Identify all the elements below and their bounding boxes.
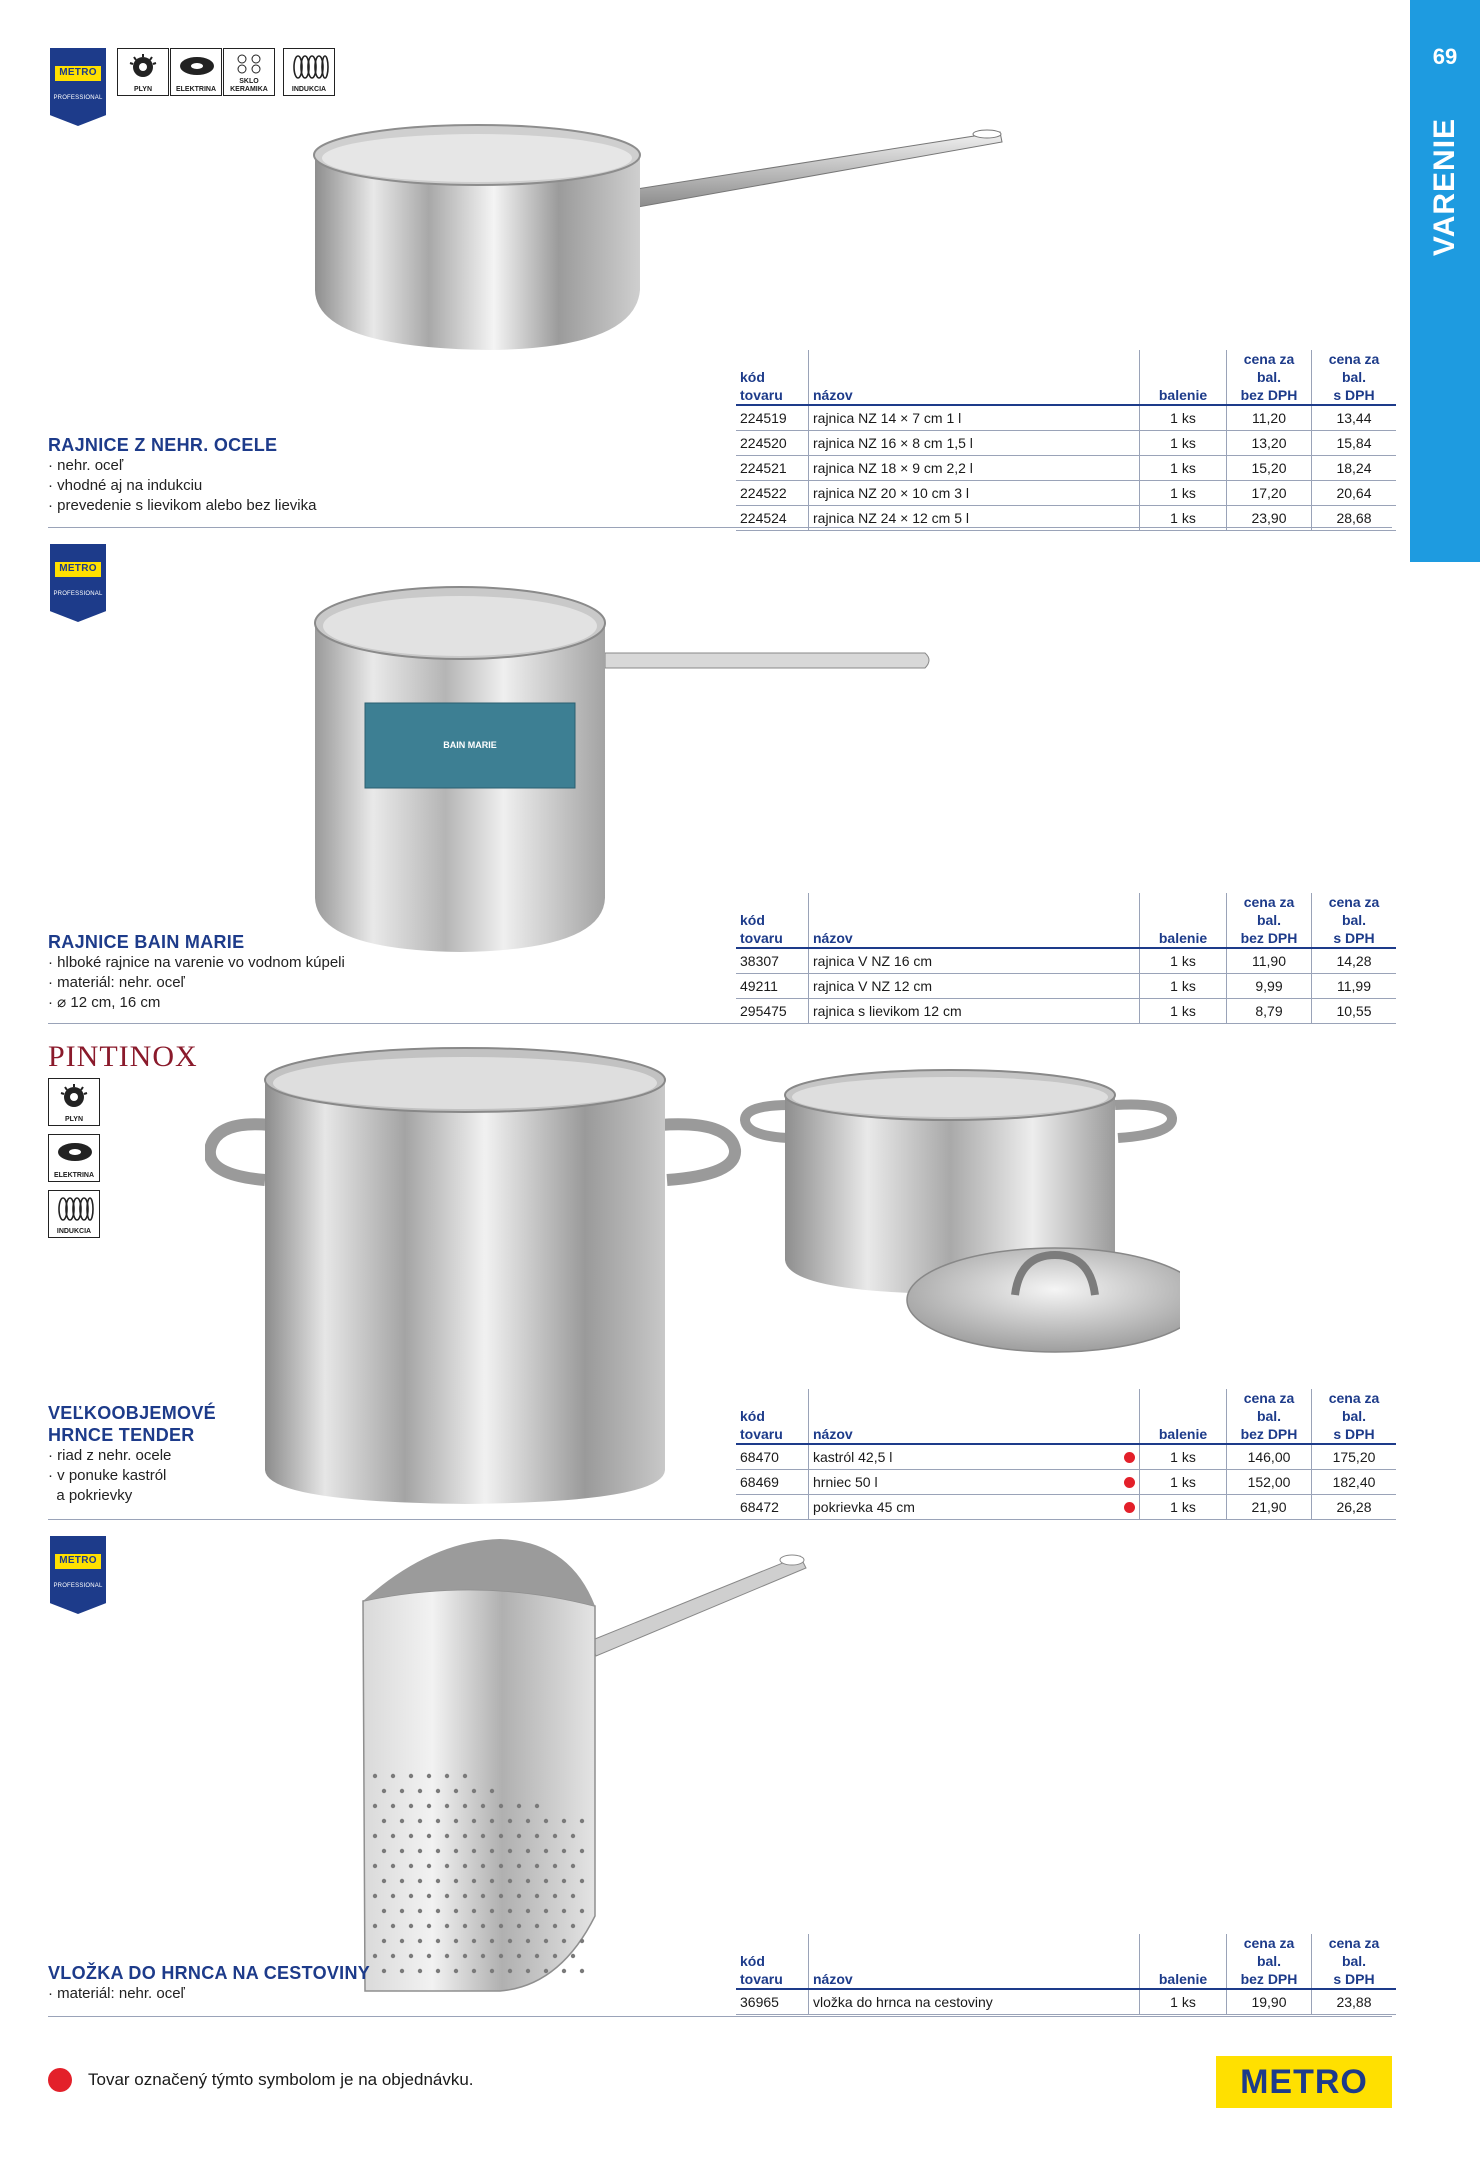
feature-bullet: · hlboké rajnice na varenie vo vodnom kúpeli (48, 954, 345, 971)
glass-ceramic-cooktop-icon: SKLO KERAMIKA (223, 48, 275, 96)
feature-bullet: · v ponuke kastról (48, 1467, 167, 1484)
casserole-with-lid-image (740, 1060, 1180, 1370)
feature-bullet: · nehr. oceľ (48, 457, 124, 474)
feature-bullet: a pokrievky (48, 1487, 133, 1504)
table-row: 224519 rajnica NZ 14 × 7 cm 1 l 1 ks 11,20 13,44 (736, 405, 1396, 431)
price-table-2: kód tovaru názov balenie cena za bal. bez DPH cena za bal. s DPH 38307 rajnica V NZ 16 cm 1 ks 11,90 14,28 49211 rajnica V NZ 12 cm 1 ks 9,99 11,99 295475 rajnica s lievikom 12 cm 1 ks 8,79 10,55 (736, 893, 1396, 1024)
table-row: 36965 vložka do hrnca na cestoviny 1 ks 19,90 23,88 (736, 1989, 1396, 2015)
gas-cooktop-icon: PLYN (48, 1078, 100, 1126)
feature-bullet: · ⌀ 12 cm, 16 cm (48, 994, 161, 1011)
feature-bullet: · vhodné aj na indukciu (48, 477, 203, 494)
electric-cooktop-icon: ELEKTRINA (48, 1134, 100, 1182)
feature-bullet: · materiál: nehr. oceľ (48, 1985, 185, 2002)
metro-professional-badge: METRO PROFESSIONAL (50, 1536, 106, 1614)
price-table-3: kód tovaru názov balenie cena za bal. bez DPH cena za bal. s DPH 68470 kastról 42,5 l 1 ks 146,00 175,20 68469 hrniec 50 l 1 ks 152,00 182,40 68472 pokrievka 45 cm 1 ks 21,90 26,28 (736, 1389, 1396, 1520)
table-row: 38307 rajnica V NZ 16 cm 1 ks 11,90 14,28 (736, 948, 1396, 974)
order-only-dot-icon (1124, 1502, 1135, 1513)
table-row: 224521 rajnica NZ 18 × 9 cm 2,2 l 1 ks 15,20 18,24 (736, 456, 1396, 481)
table-row: 224520 rajnica NZ 16 × 8 cm 1,5 l 1 ks 13,20 15,84 (736, 431, 1396, 456)
product-title: VEĽKOOBJEMOVÉ (48, 1403, 216, 1423)
feature-bullet: · materiál: nehr. oceľ (48, 974, 185, 991)
product-title: RAJNICE Z NEHR. OCELE (48, 435, 278, 455)
pot-label-text: BAIN MARIE (443, 740, 497, 750)
feature-bullet: · riad z nehr. ocele (48, 1447, 172, 1464)
section-divider (48, 527, 1392, 528)
section-1-heading (48, 434, 316, 516)
price-table-1: kód tovaru názov balenie cena za bal. bez DPH cena za bal. s DPH 224519 rajnica NZ 14 × 7 cm 1 l 1 ks 11,20 13,44 224520 rajnica NZ 16 × 8 cm 1,5 l 1 ks 13,20 15,84 224521 rajnica NZ 18 × 9 cm 2,2 l 1 ks 15,20 18,24 224522 rajnica NZ 20 × 10 cm 3 l 1 ks 17,20 20,64 224524 rajnica NZ 24 × 12 cm 5 l 1 ks 23,90 28,68 (736, 350, 1396, 531)
page-number: 69 (1432, 44, 1458, 69)
pasta-insert-image (360, 1536, 820, 1996)
saucepan-image (300, 110, 1020, 360)
table-row: 68469 hrniec 50 l 1 ks 152,00 182,40 (736, 1470, 1396, 1495)
section-label: VARENIE (1428, 117, 1461, 257)
section-4-heading (48, 1962, 370, 2004)
product-title: RAJNICE BAIN MARIE (48, 932, 245, 952)
section-side-tab (1410, 0, 1480, 562)
table-row: 49211 rajnica V NZ 12 cm 1 ks 9,99 11,99 (736, 974, 1396, 999)
product-title: HRNCE TENDER (48, 1425, 195, 1445)
section-3-heading (48, 1402, 216, 1506)
section-2-heading (48, 931, 345, 1013)
electric-cooktop-icon: ELEKTRINA (170, 48, 222, 96)
section-divider (48, 1023, 1392, 1024)
price-table-4: kód tovaru názov balenie cena za bal. bez DPH cena za bal. s DPH 36965 vložka do hrnca na cestoviny 1 ks 19,90 23,88 (736, 1934, 1396, 2015)
metro-logo-text: METRO (1240, 2063, 1368, 2101)
table-row: 68470 kastról 42,5 l 1 ks 146,00 175,20 (736, 1444, 1396, 1470)
order-only-dot-icon (1124, 1452, 1135, 1463)
table-row: 68472 pokrievka 45 cm 1 ks 21,90 26,28 (736, 1495, 1396, 1520)
table-row: 224522 rajnica NZ 20 × 10 cm 3 l 1 ks 17,20 20,64 (736, 481, 1396, 506)
table-row: 224524 rajnica NZ 24 × 12 cm 5 l 1 ks 23,90 28,68 (736, 506, 1396, 531)
induction-cooktop-icon: INDUKCIA (283, 48, 335, 96)
table-row: 295475 rajnica s lievikom 12 cm 1 ks 8,79 10,55 (736, 999, 1396, 1024)
gas-cooktop-icon: PLYN (117, 48, 169, 96)
feature-bullet: · prevedenie s lievikom alebo bez lievika (48, 497, 317, 514)
section-divider (48, 2016, 1392, 2017)
footer-note: Tovar označený týmto symbolom je na objednávku. (88, 2070, 474, 2089)
pintinox-logo: PINTINOX (48, 1040, 198, 1073)
order-only-dot-icon (1124, 1477, 1135, 1488)
metro-professional-badge: METRO PROFESSIONAL (50, 48, 106, 126)
section-divider (48, 1519, 1392, 1520)
product-title: VLOŽKA DO HRNCA NA CESTOVINY (48, 1963, 371, 1983)
metro-logo (1216, 2056, 1392, 2108)
metro-professional-badge: METRO PROFESSIONAL (50, 544, 106, 622)
stockpot-image (205, 1040, 745, 1510)
order-only-dot-icon (48, 2068, 72, 2092)
induction-cooktop-icon: INDUKCIA (48, 1190, 100, 1238)
